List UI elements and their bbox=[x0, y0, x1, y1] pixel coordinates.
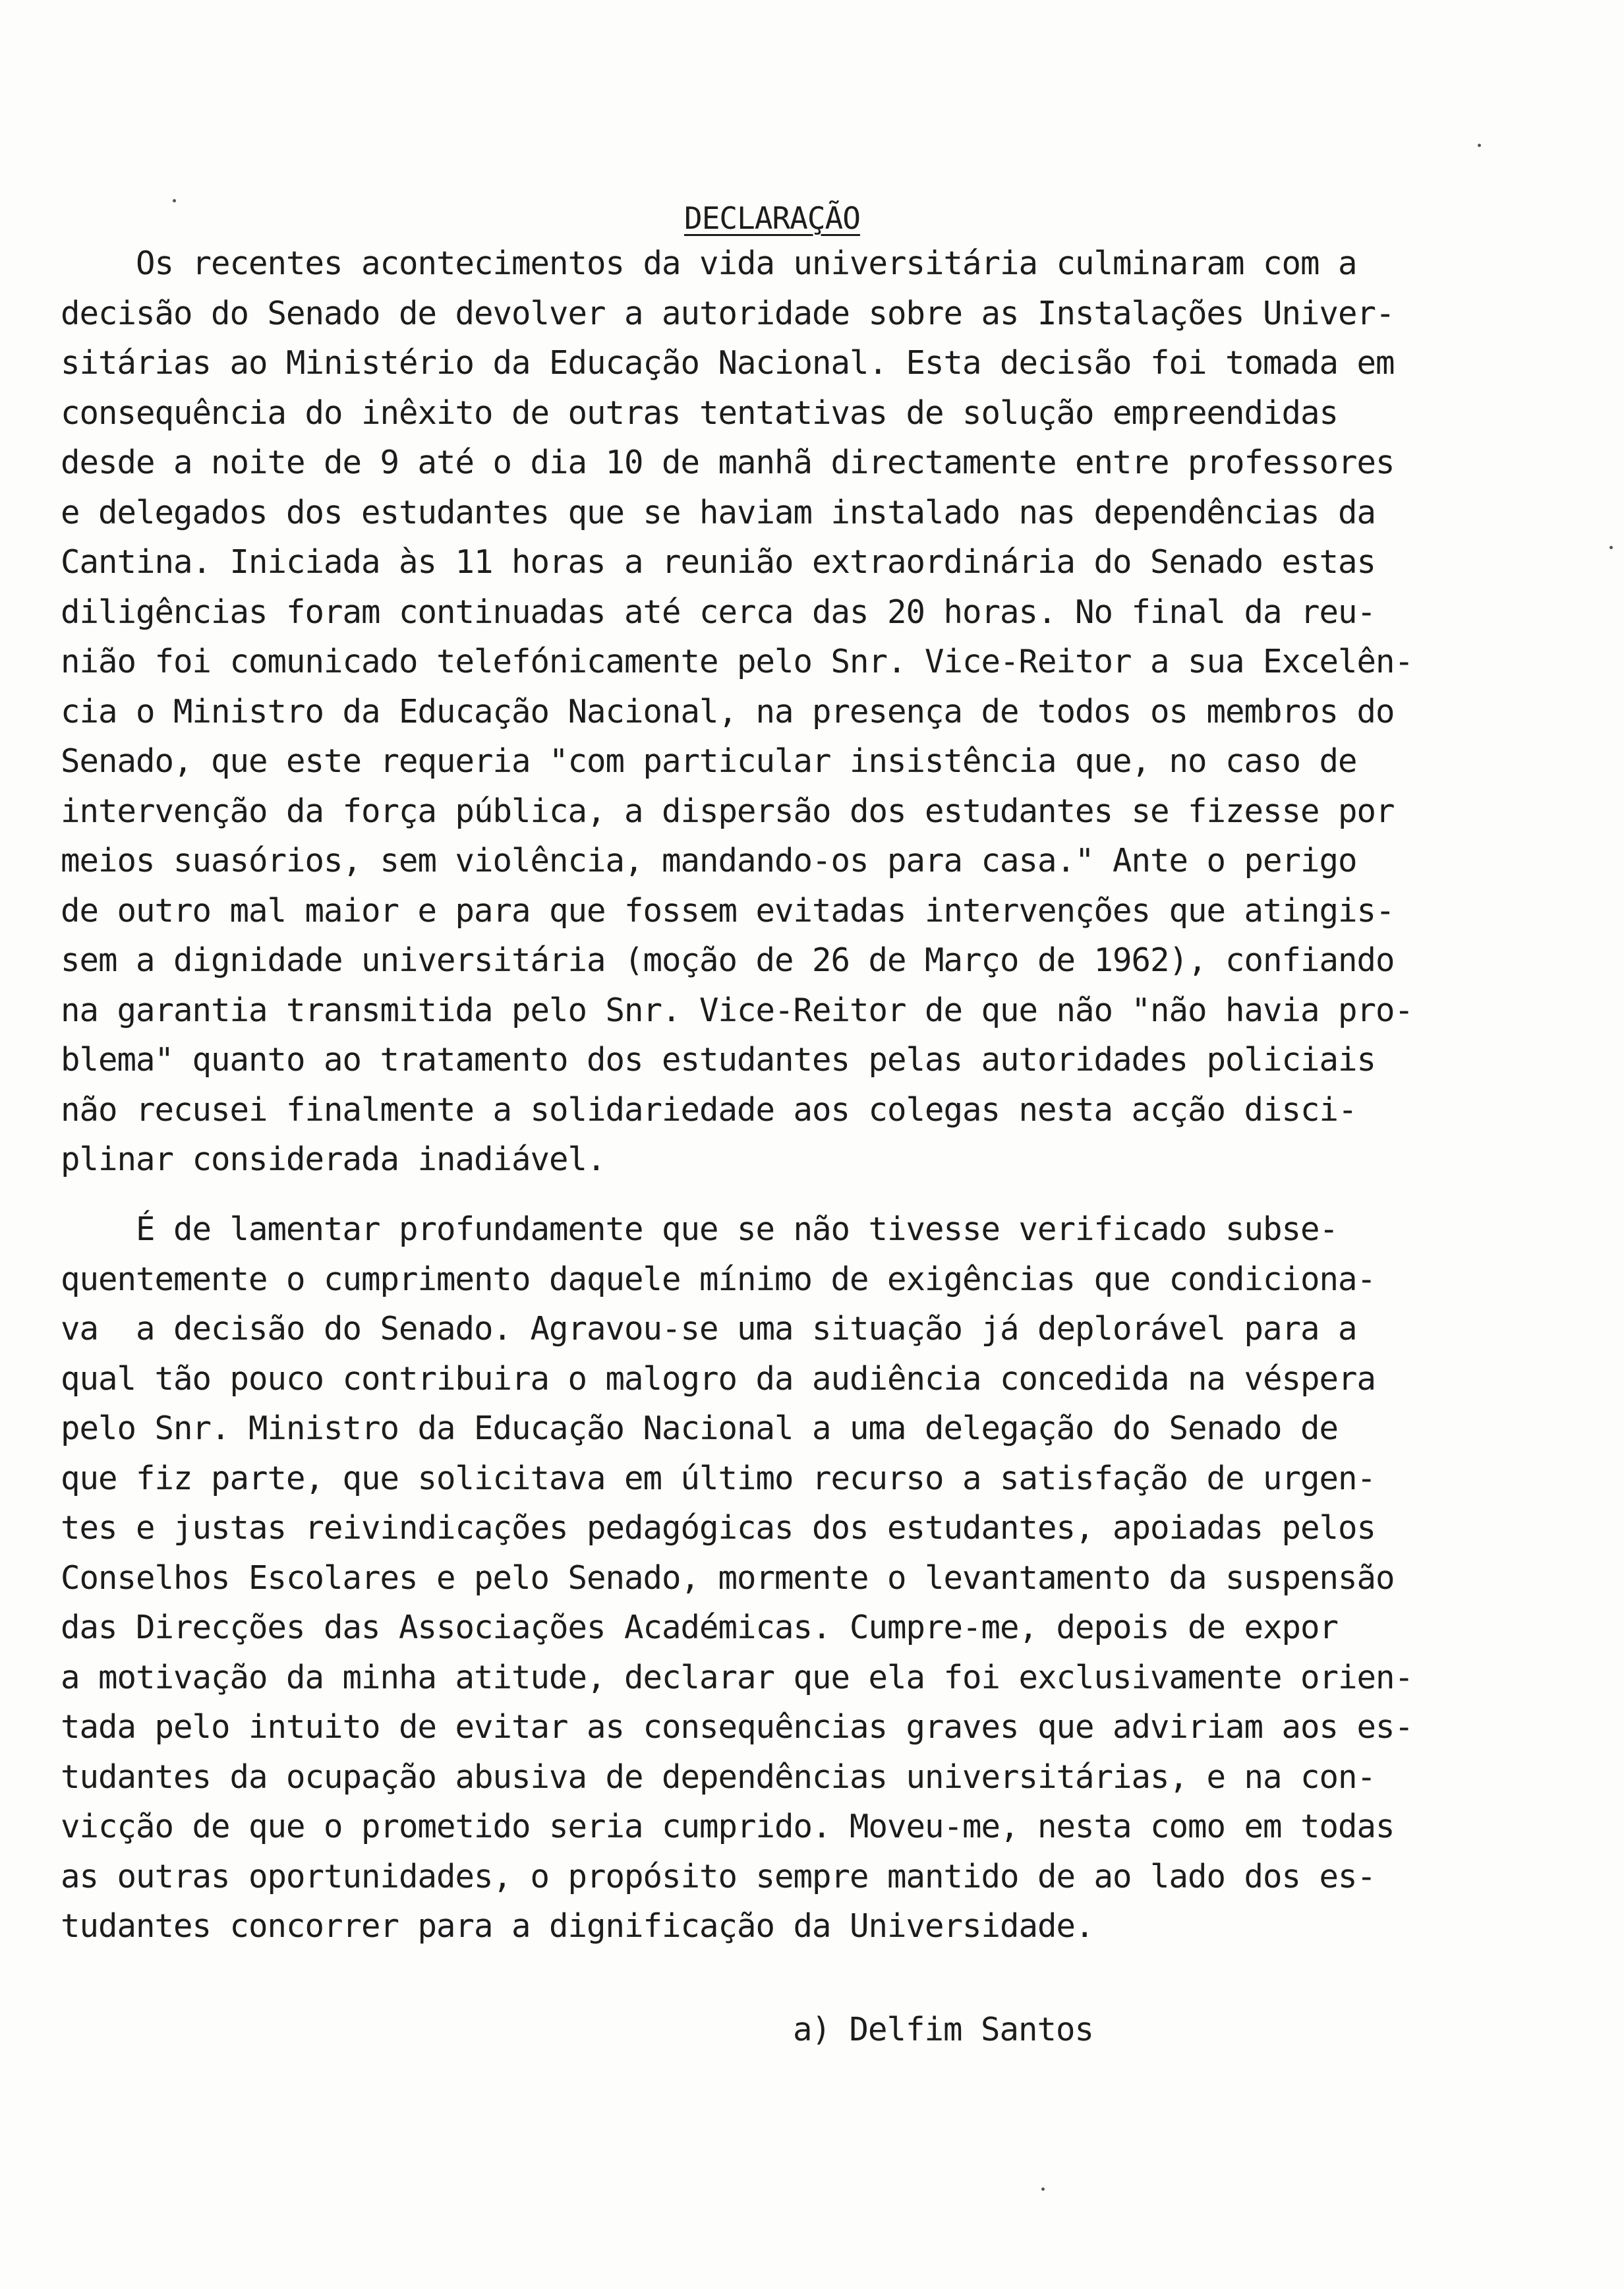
document-title: DECLARAÇÃO bbox=[684, 200, 860, 236]
text-line: nião foi comunicado telefónicamente pelo Snr. Vice-Reitor a sua Excelên- bbox=[61, 643, 1414, 680]
text-line: a motivação da minha atitude, declarar que ela foi exclusivamente orien- bbox=[61, 1659, 1414, 1696]
text-line: intervenção da força pública, a dispersão dos estudantes se fizesse por bbox=[61, 792, 1395, 830]
text-line: consequência do inêxito de outras tentativas de solução empreendidas bbox=[61, 394, 1339, 432]
text-line: desde a noite de 9 até o dia 10 de manhã directamente entre professores bbox=[61, 444, 1395, 481]
text-line: que fiz parte, que solicitava em último recurso a satisfação de urgen- bbox=[61, 1460, 1376, 1497]
text-line: não recusei finalmente a solidariedade aos colegas nesta acção disci- bbox=[61, 1091, 1357, 1129]
paper-speck bbox=[1041, 2187, 1045, 2191]
text-line: as outras oportunidades, o propósito sempre mantido de ao lado dos es- bbox=[61, 1858, 1376, 1895]
text-line: tudantes concorrer para a dignificação da Universidade. bbox=[61, 1907, 1094, 1945]
text-line: das Direcções das Associações Académicas. Cumpre-me, depois de expor bbox=[61, 1609, 1339, 1646]
text-line: Os recentes acontecimentos da vida universitária culminaram com a bbox=[61, 245, 1357, 282]
text-line: sem a dignidade universitária (moção de 26 de Março de 1962), confiando bbox=[61, 941, 1395, 979]
text-line: Conselhos Escolares e pelo Senado, mormente o levantamento da suspensão bbox=[61, 1559, 1395, 1597]
text-line: Cantina. Iniciada às 11 horas a reunião extraordinária do Senado estas bbox=[61, 543, 1376, 581]
text-line: qual tão pouco contribuira o malogro da audiência concedida na véspera bbox=[61, 1360, 1376, 1398]
text-line: tada pelo intuito de evitar as consequências graves que adviriam aos es- bbox=[61, 1708, 1414, 1746]
text-line: meios suasórios, sem violência, mandando-os para casa." Ante o perigo bbox=[61, 842, 1357, 879]
paper-speck bbox=[173, 199, 176, 202]
text-line: Senado, que este requeria "com particular insistência que, no caso de bbox=[61, 742, 1357, 780]
text-line: cia o Ministro da Educação Nacional, na presença de todos os membros do bbox=[61, 693, 1395, 730]
text-line: va a decisão do Senado. Agravou-se uma situação já deplorável para a bbox=[61, 1310, 1357, 1348]
text-line: tes e justas reivindicações pedagógicas dos estudantes, apoiadas pelos bbox=[61, 1509, 1376, 1547]
text-line: plinar considerada inadiável. bbox=[61, 1141, 606, 1178]
text-line: de outro mal maior e para que fossem evitadas intervenções que atingis- bbox=[61, 892, 1395, 930]
text-line: quentemente o cumprimento daquele mínimo de exigências que condiciona- bbox=[61, 1261, 1376, 1298]
text-line: e delegados dos estudantes que se haviam instalado nas dependências da bbox=[61, 494, 1376, 531]
text-line: na garantia transmitida pelo Snr. Vice-Reitor de que não "não havia pro- bbox=[61, 992, 1414, 1029]
signature: a) Delfim Santos bbox=[793, 2011, 1094, 2048]
text-line: vicção de que o prometido seria cumprido. Moveu-me, nesta como em todas bbox=[61, 1808, 1395, 1845]
paper-speck bbox=[1478, 144, 1481, 147]
text-line: É de lamentar profundamente que se não tivesse verificado subse- bbox=[61, 1210, 1339, 1248]
text-line: sitárias ao Ministério da Educação Nacional. Esta decisão foi tomada em bbox=[61, 344, 1395, 382]
text-line: decisão do Senado de devolver a autoridade sobre as Instalações Univer- bbox=[61, 295, 1395, 332]
paper-speck bbox=[1610, 546, 1613, 549]
text-line: tudantes da ocupação abusiva de dependências universitárias, e na con- bbox=[61, 1758, 1376, 1796]
text-line: blema" quanto ao tratamento dos estudantes pelas autoridades policiais bbox=[61, 1041, 1376, 1079]
text-line: pelo Snr. Ministro da Educação Nacional a uma delegação do Senado de bbox=[61, 1410, 1339, 1447]
text-line: diligências foram continuadas até cerca das 20 horas. No final da reu- bbox=[61, 593, 1376, 631]
